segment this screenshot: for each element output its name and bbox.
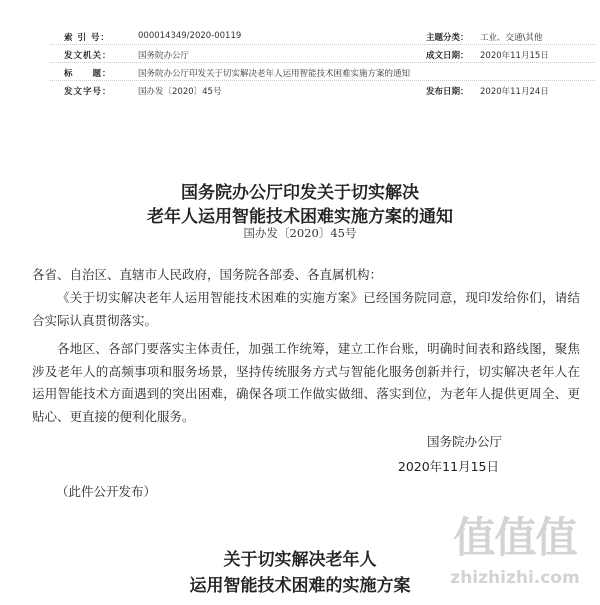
- signer: 国务院办公厅: [426, 434, 502, 449]
- sign-date: 2020年11月15日: [397, 459, 499, 474]
- docno-value: 国办发〔2020〕45号: [138, 87, 222, 97]
- subject-label: 标 题：: [64, 69, 112, 79]
- public-note: （此件公开发布）: [56, 484, 157, 499]
- watermark: [430, 512, 600, 605]
- document-title-line-1: 国务院办公厅印发关于切实解决: [181, 183, 419, 203]
- subject-value: 国务院办公厅印发关于切实解决老年人运用智能技术困难实施方案的通知: [138, 69, 411, 79]
- document-title-line-2: 老年人运用智能技术困难实施方案的通知: [147, 207, 453, 227]
- metadata-row-subject: [50, 64, 595, 81]
- published-date-label: 发布日期：: [426, 87, 469, 97]
- document-number: 国办发〔2020〕45号: [243, 226, 357, 240]
- issuer-label: 发文机关：: [64, 51, 112, 61]
- metadata-row-index: [50, 28, 595, 45]
- written-date-label: 成文日期：: [426, 51, 469, 61]
- metadata-row-docno: [50, 82, 595, 99]
- paragraph-1: 《关于切实解决老年人运用智能技术困难的实施方案》已经国务院同意，现印发给你们，请结合实际认真贯彻落实。: [32, 290, 580, 328]
- index-label: 索 引 号：: [64, 33, 110, 43]
- watermark-logo-icon: 值值值: [453, 513, 577, 562]
- metadata-table: [50, 28, 595, 103]
- attachment-title-line-2: 运用智能技术困难的实施方案: [189, 576, 411, 596]
- issuer-value: 国务院办公厅: [138, 51, 190, 61]
- category-value: 工业、交通\其他: [480, 33, 543, 43]
- index-value: 000014349/2020-00119: [138, 31, 242, 41]
- published-date-value: 2020年11月24日: [480, 87, 549, 97]
- docno-label: 发文字号：: [64, 87, 112, 97]
- metadata-row-issuer: [50, 46, 595, 63]
- category-label: 主题分类：: [426, 33, 469, 43]
- paragraph-2: 各地区、各部门要落实主体责任，加强工作统筹，建立工作台账，明确时间表和路线图，聚焦涉及老年人的高频事项和服务场景，坚持传统服务方式与智能化服务创新并行，切实解决老年人在运用智能技术方面遇到的突出困难，确保各项工作做实做细、落实到位，为老年人提供更周全、更贴心、更直接的便利化服务。: [32, 341, 580, 425]
- watermark-url: zhizhizhi.com: [450, 568, 580, 588]
- written-date-value: 2020年11月15日: [480, 51, 549, 61]
- attachment-title-line-1: 关于切实解决老年人: [223, 550, 377, 570]
- salutation: 各省、自治区、直辖市人民政府，国务院各部委、各直属机构：: [32, 267, 383, 282]
